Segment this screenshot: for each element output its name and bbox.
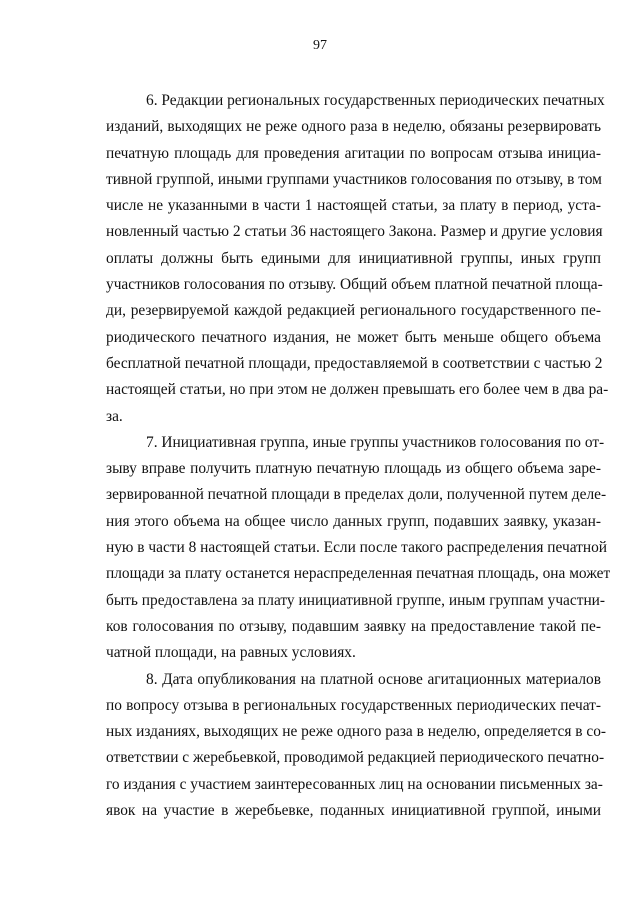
text-line: участников голосования по отзыву. Общий объем платной печатной площа- bbox=[106, 276, 603, 294]
text-line: площади за плату останется нераспределенная печатная площадь, она может bbox=[106, 565, 611, 583]
text-line: оплаты должны быть едиными для инициативной группы, иных групп bbox=[106, 249, 601, 267]
paragraph bbox=[106, 430, 611, 667]
text-line: ков голосования по отзыву, подавшим заявку на предоставление такой пе- bbox=[106, 617, 601, 635]
text-line: тивной группой, иными группами участников голосования по отзыву, в том bbox=[106, 170, 602, 188]
text-line: по вопросу отзыва в региональных государственных периодических печат- bbox=[106, 696, 601, 714]
text-line: новленный частью 2 статьи 36 настоящего Закона. Размер и другие условия bbox=[106, 223, 603, 241]
text-line: чатной площади, на равных условиях. bbox=[106, 644, 356, 662]
page-number: 97 bbox=[313, 38, 327, 53]
text-line: бесплатной печатной площади, предоставляемой в соответствии с частью 2 bbox=[106, 354, 603, 372]
text-line: риодического печатного издания, не может быть меньше общего объема bbox=[106, 328, 601, 346]
text-line: ответствии с жеребьевкой, проводимой редакцией периодического печатно- bbox=[106, 749, 605, 767]
text-line: 8. Дата опубликования на платной основе агитационных материалов bbox=[146, 670, 601, 688]
text-line: ную в части 8 настоящей статьи. Если после такого распределения печатной bbox=[106, 539, 608, 557]
text-line: 7. Инициативная группа, иные группы участников голосования по от- bbox=[146, 433, 605, 451]
text-line: ных изданиях, выходящих не реже одного раза в неделю, определяется в со- bbox=[106, 723, 607, 741]
text-line: числе не указанными в части 1 настоящей статьи, за плату в период, уста- bbox=[106, 197, 601, 215]
text-line: зервированной печатной площади в пределах доли, полученной путем деле- bbox=[106, 486, 607, 504]
document-body bbox=[106, 88, 611, 824]
text-line: явок на участие в жеребьевке, поданных инициативной группой, иными bbox=[106, 802, 601, 820]
paragraph bbox=[106, 667, 607, 825]
text-line: изданий, выходящих не реже одного раза в неделю, обязаны резервировать bbox=[106, 118, 601, 136]
text-line: печатную площадь для проведения агитации по вопросам отзыва инициа- bbox=[106, 144, 601, 162]
text-line: быть предоставлена за плату инициативной группе, иным группам участни- bbox=[106, 591, 606, 609]
text-line: ди, резервируемой каждой редакцией регионального государственного пе- bbox=[106, 302, 601, 320]
text-line: зыву вправе получить платную печатную площадь из общего объема заре- bbox=[106, 460, 601, 478]
text-line: ния этого объема на общее число данных групп, подавших заявку, указан- bbox=[106, 512, 601, 530]
text-line: настоящей статьи, но при этом не должен превышать его более чем в два ра- bbox=[106, 381, 609, 399]
text-line: го издания с участием заинтересованных лиц на основании письменных за- bbox=[106, 775, 603, 793]
text-line: за. bbox=[106, 407, 123, 425]
paragraph bbox=[106, 88, 609, 430]
text-line: 6. Редакции региональных государственных периодических печатных bbox=[146, 92, 605, 109]
